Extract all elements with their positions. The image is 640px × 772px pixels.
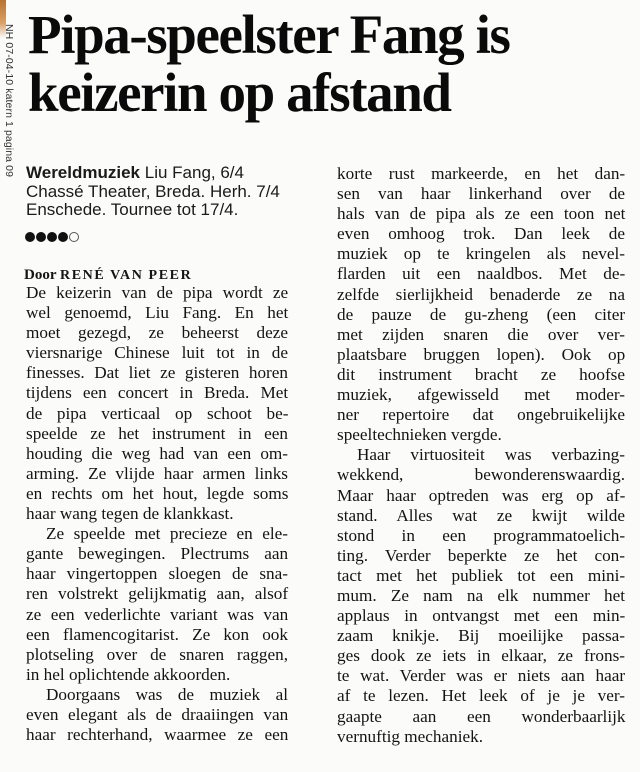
article-line: Ze speelde met precieze en ele- xyxy=(46,524,288,544)
article-line: de pipa verticaal op schoot be- xyxy=(26,403,289,423)
article-line: muziek op te kringelen als nevel- xyxy=(337,244,625,264)
headline-line-2: keizerin op afstand xyxy=(28,62,451,123)
article-line: ner repertoire dat ongebruikelijke xyxy=(337,405,625,425)
byline xyxy=(24,267,192,284)
article-line: wekkend, bewonderenswaardig. xyxy=(337,465,625,485)
article-line: De keizerin van de pipa wordt ze xyxy=(26,283,289,302)
article-line: in hel oplichtende akkoorden. xyxy=(26,664,231,684)
article-line: de pauze de gu-zheng (een citer xyxy=(337,304,626,324)
genre-label: Wereldmuziek xyxy=(26,163,141,182)
article-line: flarden uit een naaldbos. Met de- xyxy=(337,264,626,284)
article-line: stond in een programmatoelich- xyxy=(337,525,626,545)
article-line: arming. Ze vlijde haar armen links xyxy=(26,463,288,483)
rating-dots xyxy=(25,232,79,242)
article-line: muziek, afgewisseld met moder- xyxy=(337,385,625,405)
rating-dot-filled xyxy=(47,232,57,242)
article-line: ges dook ze iets in elkaar, ze frons- xyxy=(337,646,625,666)
article-line: plotseling over de snaren raggen, xyxy=(26,644,288,664)
byline-prefix: Door xyxy=(24,267,57,283)
article-column-right xyxy=(337,164,625,747)
rating-dot-empty xyxy=(69,232,79,242)
article-line: Haar virtuositeit was verbazing- xyxy=(357,445,625,465)
article-line: haar wang tegen de klankkast. xyxy=(26,504,234,524)
article-line: te wat. Verder was er niets aan haar xyxy=(337,666,626,686)
article-line: finesses. Dat liet ze gisteren horen xyxy=(26,363,288,383)
article-line: en rechts om het hout, legde soms xyxy=(26,483,289,503)
article-line: af te lezen. Het leek of je je ver- xyxy=(337,686,625,706)
article-line: gante bewegingen. Plectrums aan xyxy=(26,544,289,564)
article-line: een flamencogitarist. Ze kon ook xyxy=(26,624,288,644)
article-line: haar rechterhand, waarmee ze een xyxy=(26,725,289,745)
rating-dot-filled xyxy=(25,232,35,242)
event-performer-date: Liu Fang, 6/4 xyxy=(140,163,244,182)
article-line: even elegant als de draaiingen van xyxy=(26,704,289,724)
byline-author: RENÉ VAN PEER xyxy=(59,268,193,283)
article-line: even omhoog trok. Dan leek de xyxy=(337,224,625,244)
article-line: houding die weg had van een om- xyxy=(26,443,288,463)
article-line: zaam knikje. Bij moeilijke passa- xyxy=(337,626,625,646)
article-line: zelfde sierlijkheid benaderde ze na xyxy=(337,284,625,304)
article-line: speelde ze het instrument in een xyxy=(26,423,289,443)
headline-line-1: Pipa-speelster Fang is xyxy=(28,4,510,65)
headline xyxy=(28,6,628,122)
article-line: moet gezegd, ze beheerst deze xyxy=(26,323,288,343)
article-line: gaapte aan een wonderbaarlijk xyxy=(337,706,626,726)
event-info-line-1 xyxy=(26,164,326,183)
rating-dot-filled xyxy=(58,232,68,242)
article-line: sen van haar linkerhand over de xyxy=(337,184,626,204)
article-line: haar vingertoppen sloegen de sna- xyxy=(26,564,288,584)
article-line: met zijden snaren die over ver- xyxy=(337,324,625,344)
event-info xyxy=(26,164,326,220)
article-line: vernuftig mechaniek. xyxy=(337,726,484,746)
article-line: mum. Ze nam na elk nummer het xyxy=(337,585,625,605)
article-line: ting. Verder beperkte ze het con- xyxy=(337,545,625,565)
article-line: Maar haar optreden was erg op af- xyxy=(337,485,626,505)
rating-dot-filled xyxy=(36,232,46,242)
event-info-line-3: Enschede. Tournee tot 17/4. xyxy=(26,200,239,219)
article-line: dit instrument bracht ze hoofse xyxy=(337,364,625,384)
article-column-left xyxy=(26,283,288,745)
article-line: speeltechnieken vergde. xyxy=(337,425,502,445)
article-line: plaatsbare bruggen lopen). Ook op xyxy=(337,344,626,364)
article-line: wel genoemd, Liu Fang. En het xyxy=(26,303,289,323)
publication-label: NH 07-04-10 katern 1 pagina 09 xyxy=(3,24,15,178)
article-line: hals van de pipa als ze een toon net xyxy=(337,204,626,224)
article-line: tact met het publiek tot een mini- xyxy=(337,565,626,585)
article-line: applaus in ontvangst met een min- xyxy=(337,606,626,626)
article-line: tijdens een concert in Breda. Met xyxy=(26,383,289,403)
article-line: korte rust markeerde, en het dan- xyxy=(337,164,626,183)
article-line: ren volstrekt gelijkmatig aan, alsof xyxy=(26,584,289,604)
article-line: stand. Alles wat ze kwijt wilde xyxy=(337,505,625,525)
event-info-line-2: Chassé Theater, Breda. Herh. 7/4 xyxy=(26,181,280,201)
article-line: viersnarige Chinese luit tot in de xyxy=(26,343,288,363)
article-line: Doorgaans was de muziek al xyxy=(46,684,288,704)
article-line: ze een vederlichte variant was van xyxy=(26,604,289,624)
